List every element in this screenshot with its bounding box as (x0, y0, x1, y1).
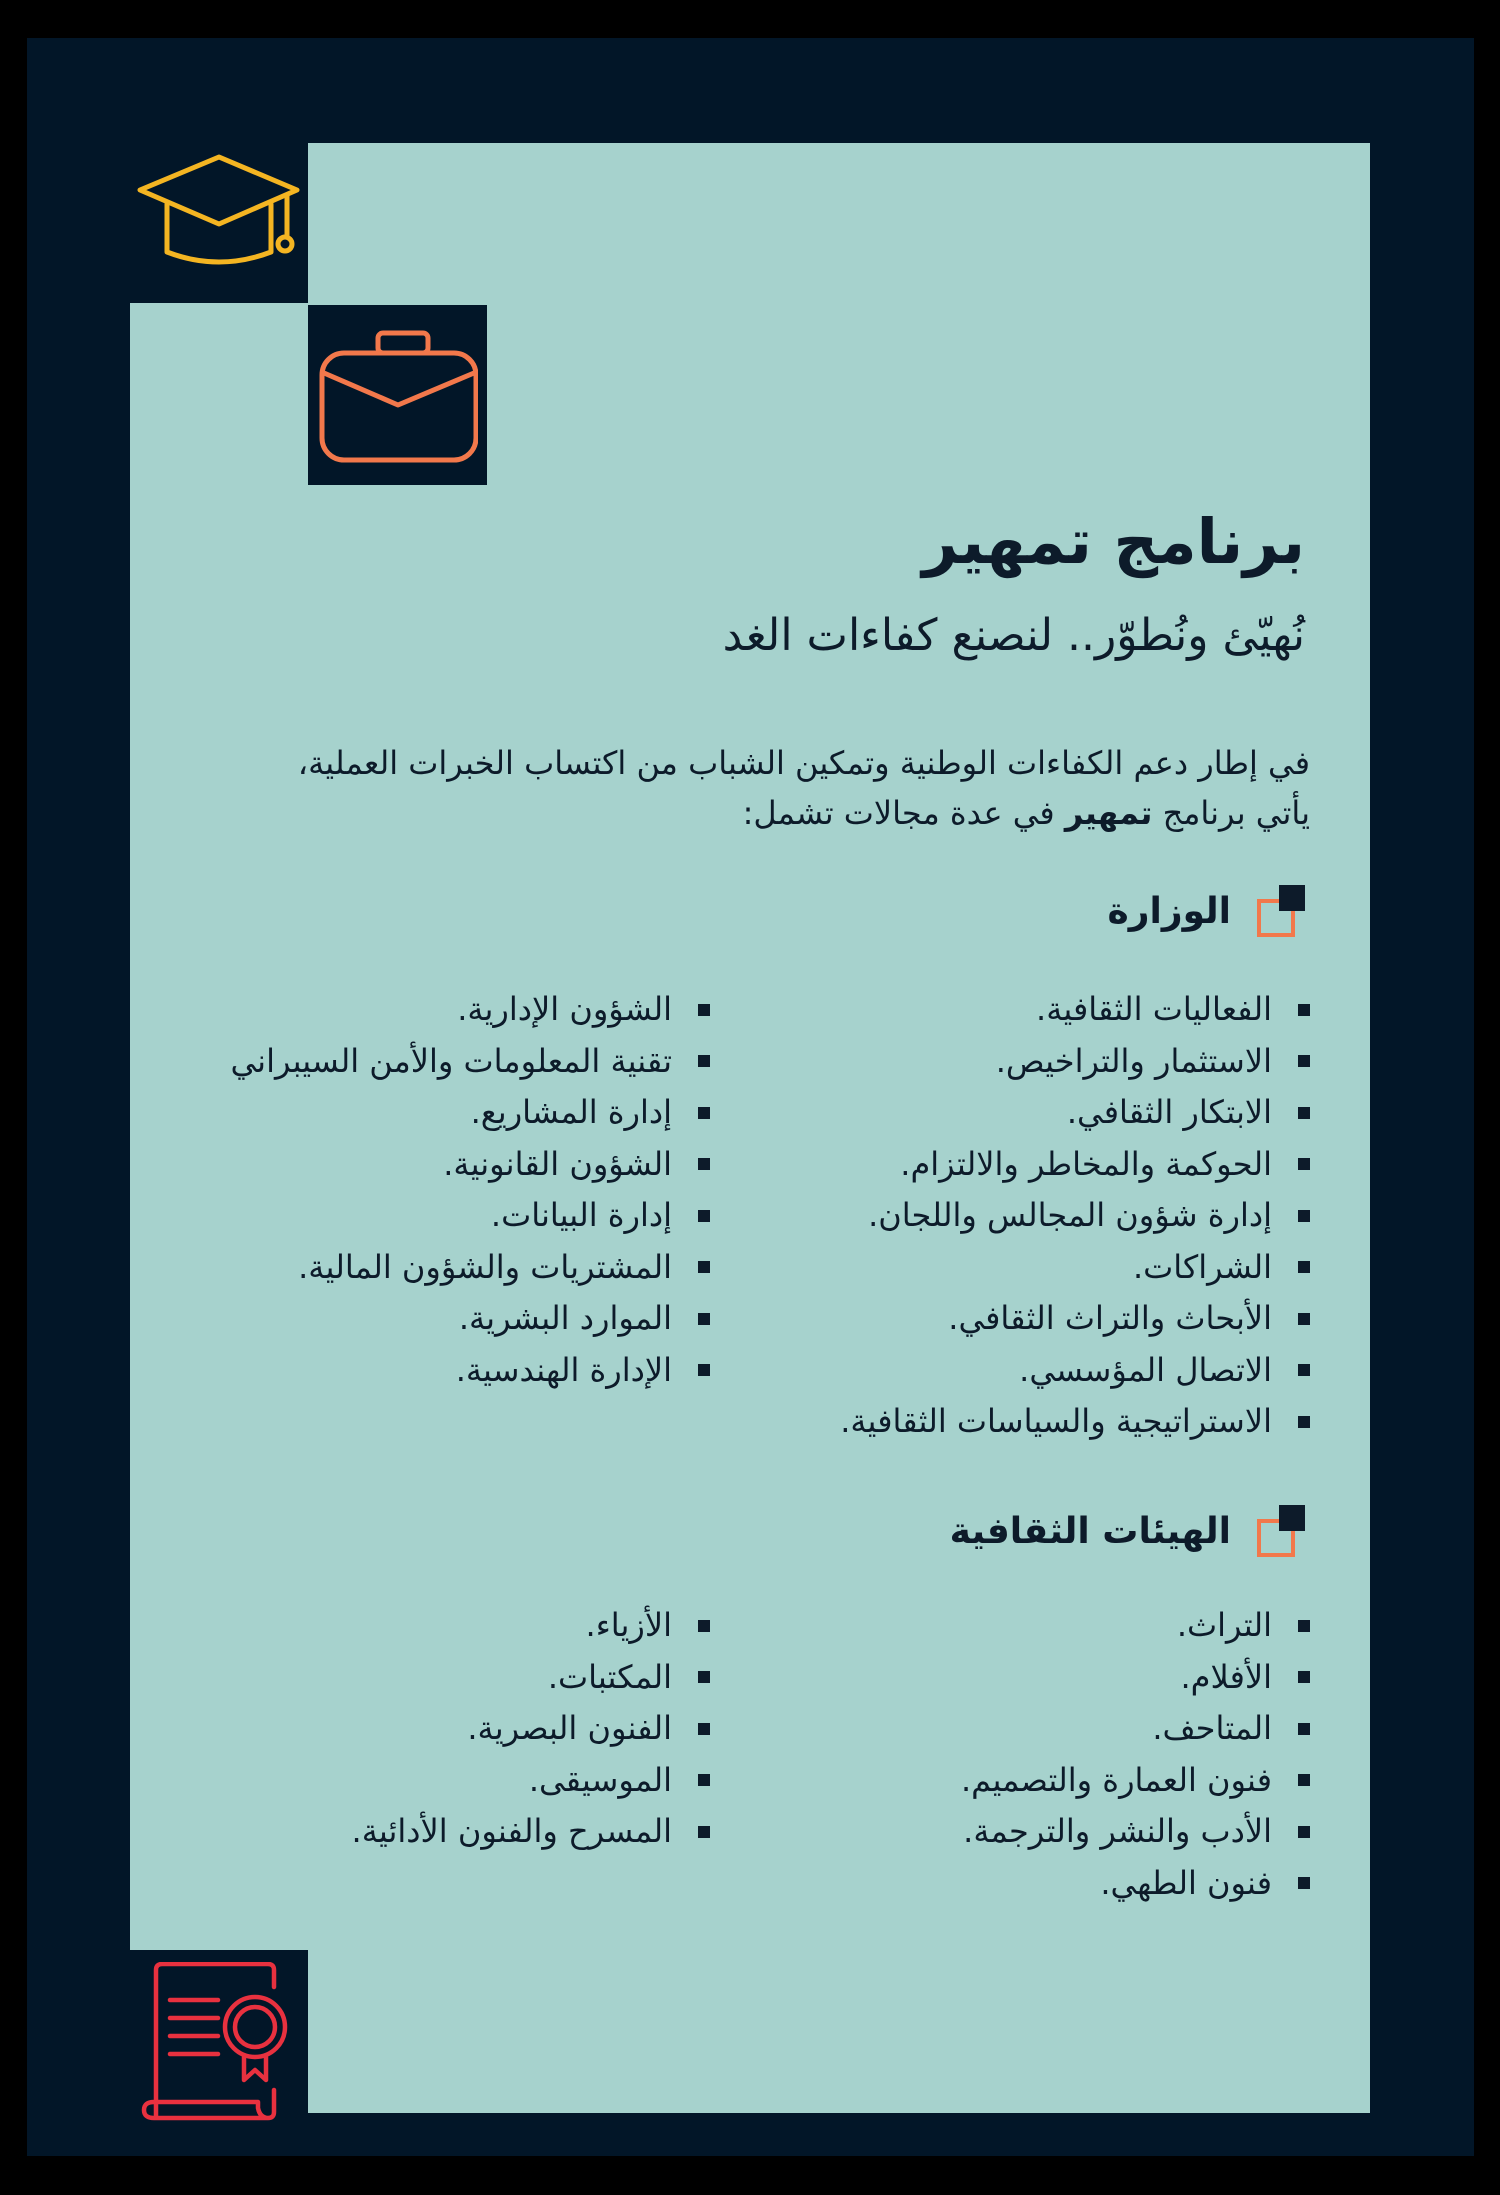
intro-line-1: في إطار دعم الكفاءات الوطنية وتمكين الشباب من اكتساب الخبرات العملية، (297, 744, 1310, 782)
bullet-square-icon (698, 1107, 710, 1119)
bullet-square-icon (1298, 1723, 1310, 1735)
bullet-square-icon (698, 1313, 710, 1325)
section-header-ministry (1108, 885, 1305, 937)
list-item: فنون العمارة والتصميم. (961, 1755, 1310, 1807)
list-item: الشؤون القانونية. (230, 1139, 710, 1191)
bullet-square-icon (1298, 1158, 1310, 1170)
section-header-cultural-authorities (950, 1505, 1305, 1557)
bullet-square-icon (698, 1826, 710, 1838)
list-item: المشتريات والشؤون المالية. (230, 1242, 710, 1294)
bullet-square-icon (1298, 1877, 1310, 1889)
list-item: الأفلام. (961, 1652, 1310, 1704)
list-item: الأزياء. (352, 1600, 710, 1652)
list-item: المتاحف. (961, 1703, 1310, 1755)
bullet-square-icon (698, 1261, 710, 1273)
bullet-square-icon (698, 1364, 710, 1376)
list-item: تقنية المعلومات والأمن السيبراني (230, 1036, 710, 1088)
page-title: برنامج تمهير (922, 505, 1305, 578)
page-subtitle: نُهيّئ ونُطوّر.. لنصنع كفاءات الغد (722, 610, 1305, 661)
program-name-bold: تمهير (1064, 794, 1153, 832)
list-item: الاستثمار والتراخيص. (840, 1036, 1310, 1088)
bullet-square-icon (698, 1671, 710, 1683)
bullet-square-icon (1298, 1364, 1310, 1376)
list-item: إدارة المشاريع. (230, 1087, 710, 1139)
list-item: الشراكات. (840, 1242, 1310, 1294)
intro-paragraph (190, 738, 1310, 838)
bullet-square-icon (1298, 1210, 1310, 1222)
bullet-square-icon (1298, 1004, 1310, 1016)
bullet-square-icon (1298, 1671, 1310, 1683)
section-title: الهيئات الثقافية (949, 1510, 1231, 1552)
list-item: الأدب والنشر والترجمة. (961, 1806, 1310, 1858)
list-item: الاتصال المؤسسي. (840, 1345, 1310, 1397)
bullet-square-icon (1298, 1107, 1310, 1119)
section-marker-icon (1253, 1505, 1305, 1557)
list-item: إدارة شؤون المجالس واللجان. (840, 1190, 1310, 1242)
bullet-square-icon (698, 1158, 710, 1170)
bullet-square-icon (1298, 1620, 1310, 1632)
bullet-square-icon (1298, 1826, 1310, 1838)
ministry-list-right (840, 984, 1310, 1448)
bullet-square-icon (698, 1774, 710, 1786)
bullet-square-icon (698, 1055, 710, 1067)
bullet-square-icon (1298, 1261, 1310, 1273)
briefcase-icon (318, 325, 478, 465)
bullet-square-icon (698, 1620, 710, 1632)
list-item: الفنون البصرية. (352, 1703, 710, 1755)
intro-line-2-end: في عدة مجالات تشمل: (742, 794, 1065, 832)
authorities-list-right (961, 1600, 1310, 1909)
bullet-square-icon (1298, 1774, 1310, 1786)
intro-line-2-start: يأتي برنامج (1152, 794, 1310, 832)
list-item: الموسيقى. (352, 1755, 710, 1807)
list-item: الموارد البشرية. (230, 1293, 710, 1345)
certificate-icon (140, 1962, 300, 2122)
section-marker-icon (1253, 885, 1305, 937)
list-item: الفعاليات الثقافية. (840, 984, 1310, 1036)
list-item: إدارة البيانات. (230, 1190, 710, 1242)
list-item: الحوكمة والمخاطر والالتزام. (840, 1139, 1310, 1191)
list-item: فنون الطهي. (961, 1858, 1310, 1910)
list-item: المكتبات. (352, 1652, 710, 1704)
list-item: الإدارة الهندسية. (230, 1345, 710, 1397)
bullet-square-icon (1298, 1313, 1310, 1325)
bullet-square-icon (698, 1723, 710, 1735)
list-item: التراث. (961, 1600, 1310, 1652)
bullet-square-icon (698, 1004, 710, 1016)
bullet-square-icon (698, 1210, 710, 1222)
authorities-list-left (352, 1600, 710, 1858)
bullet-square-icon (1298, 1055, 1310, 1067)
list-item: الشؤون الإدارية. (230, 984, 710, 1036)
list-item: الاستراتيجية والسياسات الثقافية. (840, 1396, 1310, 1448)
section-title: الوزارة (1107, 890, 1231, 932)
list-item: المسرح والفنون الأدائية. (352, 1806, 710, 1858)
list-item: الأبحاث والتراث الثقافي. (840, 1293, 1310, 1345)
list-item: الابتكار الثقافي. (840, 1087, 1310, 1139)
ministry-list-left (230, 984, 710, 1396)
graduation-cap-icon (135, 152, 305, 277)
bullet-square-icon (1298, 1416, 1310, 1428)
